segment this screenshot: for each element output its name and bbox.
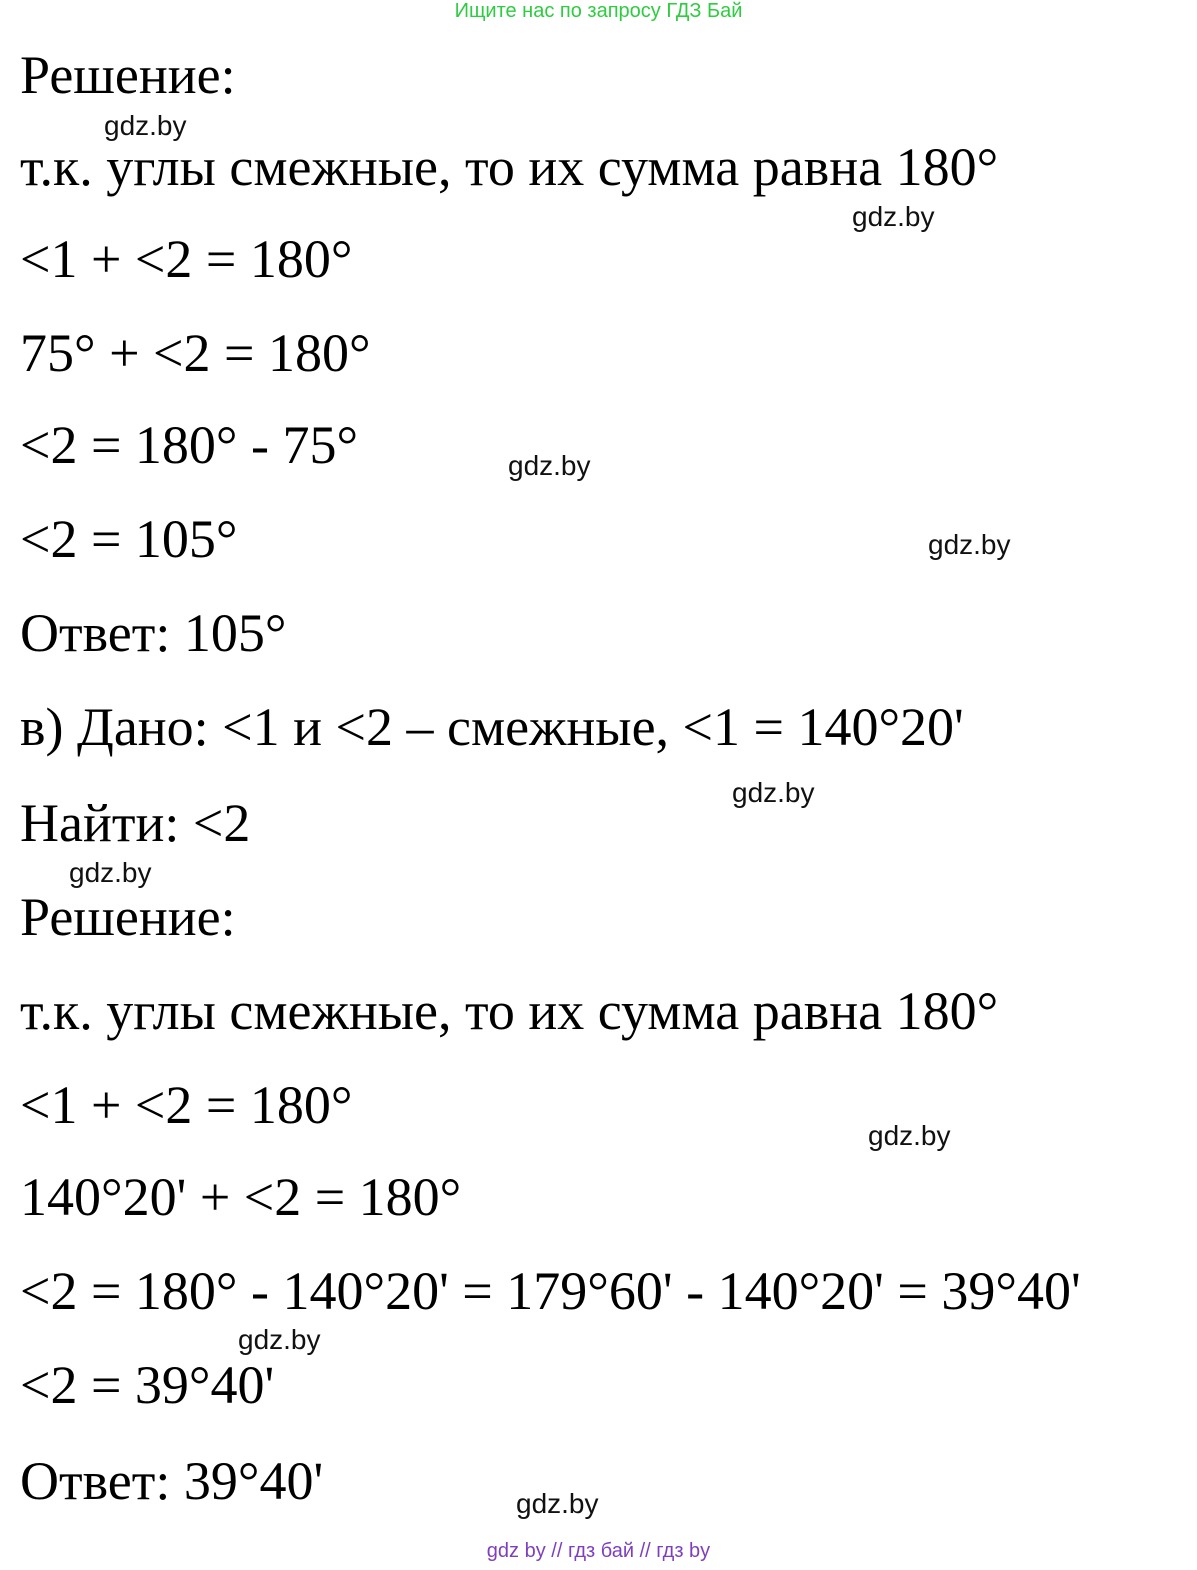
watermark: gdz.by <box>852 201 935 232</box>
watermark: gdz.by <box>104 110 187 141</box>
equation-line: <2 = 105° <box>20 509 238 569</box>
equation-line: <2 = 39°40' <box>20 1355 275 1415</box>
watermark: gdz.by <box>508 450 591 481</box>
watermark: gdz.by <box>868 1120 951 1151</box>
equation-line: <2 = 180° - 75° <box>20 415 359 475</box>
watermark: gdz.by <box>928 529 1011 560</box>
equation-line: <1 + <2 = 180° <box>20 1075 353 1135</box>
equation-line: <1 + <2 = 180° <box>20 229 353 289</box>
footer-banner[interactable]: gdz by // гдз бай // гдз by <box>486 1540 711 1562</box>
watermark: gdz.by <box>732 777 815 808</box>
solution-heading-2: Решение: <box>20 887 236 947</box>
watermark: gdz.by <box>69 857 152 888</box>
given-line: в) Дано: <1 и <2 – смежные, <1 = 140°20' <box>20 697 964 757</box>
watermark: gdz.by <box>238 1324 321 1355</box>
watermark: gdz.by <box>516 1488 599 1519</box>
solution-line-sum-rule-2: т.к. углы смежные, то их сумма равна 180° <box>20 981 999 1041</box>
answer-line-1: Ответ: 105° <box>20 603 287 663</box>
solution-heading-1: Решение: <box>20 45 236 105</box>
equation-line: 140°20' + <2 = 180° <box>20 1167 462 1227</box>
answer-line-2: Ответ: 39°40' <box>20 1451 324 1511</box>
header-banner: Ищите нас по запросу ГДЗ Бай <box>454 0 743 22</box>
equation-line: <2 = 180° - 140°20' = 179°60' - 140°20' = 39°40' <box>20 1261 1081 1321</box>
solution-line-sum-rule-1: т.к. углы смежные, то их сумма равна 180° <box>20 137 999 197</box>
find-line: Найти: <2 <box>20 793 251 853</box>
equation-line: 75° + <2 = 180° <box>20 323 371 383</box>
